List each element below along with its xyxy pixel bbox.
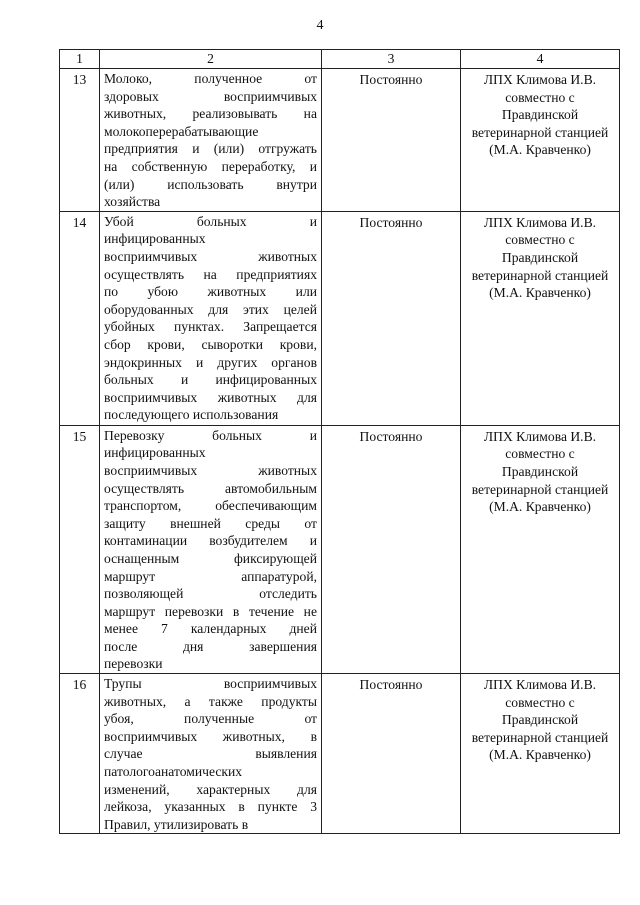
measure-description [100, 674, 322, 834]
description-line: защиту внешней среды от [104, 515, 317, 531]
description-line: инфицированных [104, 231, 206, 247]
responsible-line: совместно с [505, 694, 575, 710]
responsible-line: ветеринарной станцией [471, 267, 609, 283]
page-number: 4 [316, 18, 324, 33]
description-line: позволяющей отследить [104, 586, 317, 602]
description-line: восприимчивых животных [104, 462, 317, 478]
responsible-line: ЛПХ Климова И.В. [483, 214, 597, 230]
measure-term: Постоянно [322, 425, 461, 673]
description-line: маршрут аппаратурой, [104, 568, 317, 584]
description-line: лейкоза, указанных в пункте 3 [104, 799, 317, 815]
description-line: на собственную переработку, и [104, 158, 317, 174]
description-line: сбор крови, сыворотки крови, [104, 336, 317, 352]
responsible-line: Правдинской [501, 463, 579, 479]
row-number: 14 [60, 211, 100, 425]
description-line: случае выявления [104, 746, 317, 762]
description-line: последующего использования [104, 407, 279, 423]
description-line: изменений, характерных для [104, 781, 317, 797]
row-number: 16 [60, 674, 100, 834]
description-line: осуществлять на предприятиях [104, 266, 317, 282]
responsible-line: Правдинской [501, 712, 579, 728]
row-number: 15 [60, 425, 100, 673]
responsible-line: ЛПХ Климова И.В. [483, 677, 597, 693]
responsible-line: (М.А. Кравченко) [489, 142, 591, 158]
responsible-party [461, 69, 620, 212]
description-line: Молоко, полученное от [104, 71, 317, 86]
measure-description [100, 69, 322, 212]
table-row [60, 211, 620, 425]
description-line: после дня завершения [104, 638, 317, 654]
responsible-party [461, 425, 620, 673]
description-line: восприимчивых животных [104, 248, 317, 264]
description-line: контаминации возбудителем и [104, 533, 317, 549]
header-col-3: 3 [322, 50, 461, 69]
table-header-row [60, 50, 620, 69]
responsible-party [461, 674, 620, 834]
description-line: хозяйства [104, 194, 161, 210]
description-line: перевозки [104, 656, 163, 672]
description-line: молокоперерабатывающие [104, 123, 259, 139]
responsible-line: Правдинской [501, 249, 579, 265]
description-line: инфицированных [104, 445, 206, 461]
description-line: оснащенным фиксирующей [104, 550, 317, 566]
header-col-1: 1 [60, 50, 100, 69]
description-line: Убой больных и [104, 213, 317, 229]
header-col-4: 4 [461, 50, 620, 69]
description-line: животных, а также продукты [104, 693, 317, 709]
responsible-line: (М.А. Кравченко) [489, 747, 591, 763]
responsible-line: (М.А. Кравченко) [489, 285, 591, 301]
responsible-line: ЛПХ Климова И.В. [483, 72, 597, 87]
table-row [60, 674, 620, 834]
responsible-line: совместно с [505, 446, 575, 462]
description-line: Правил, утилизировать в [104, 816, 249, 832]
measure-term: Постоянно [322, 69, 461, 212]
description-line: менее 7 календарных дней [104, 621, 317, 637]
description-line: здоровых восприимчивых [104, 88, 317, 104]
responsible-line: Правдинской [501, 107, 579, 123]
description-line: эндокринных и других органов [104, 354, 317, 370]
description-line: убойных пунктах. Запрещается [104, 319, 317, 335]
description-line: осуществлять автомобильным [104, 480, 317, 496]
table-row [60, 69, 620, 212]
description-line: по убою животных или [104, 284, 317, 300]
measure-term: Постоянно [322, 674, 461, 834]
responsible-line: совместно с [505, 232, 575, 248]
responsible-line: совместно с [505, 89, 575, 105]
responsible-line: ветеринарной станцией [471, 124, 609, 140]
responsible-line: (М.А. Кравченко) [489, 499, 591, 515]
measure-description [100, 425, 322, 673]
measure-description [100, 211, 322, 425]
responsible-line: ЛПХ Климова И.В. [483, 428, 597, 444]
description-line: восприимчивых животных, в [104, 728, 317, 744]
row-number: 13 [60, 69, 100, 212]
description-line: Перевозку больных и [104, 427, 317, 443]
description-line: транспортом, обеспечивающим [104, 498, 317, 514]
description-line: больных и инфицированных [104, 372, 317, 388]
description-line: патологоанатомических [104, 764, 243, 780]
description-line: маршрут перевозки в течение не [104, 603, 317, 619]
description-line: оборудованных для этих целей [104, 301, 317, 317]
measure-term: Постоянно [322, 211, 461, 425]
header-col-2: 2 [100, 50, 322, 69]
measures-table [59, 49, 620, 834]
table-row [60, 425, 620, 673]
description-line: восприимчивых животных для [104, 389, 317, 405]
responsible-line: ветеринарной станцией [471, 729, 609, 745]
description-line: убоя, полученные от [104, 711, 317, 727]
description-line: предприятия и (или) отгружать [104, 141, 317, 157]
responsible-line: ветеринарной станцией [471, 481, 609, 497]
description-line: животных, реализовывать на [104, 106, 317, 122]
description-line: (или) использовать внутри [104, 176, 317, 192]
description-line: Трупы восприимчивых [104, 676, 317, 692]
responsible-party [461, 211, 620, 425]
